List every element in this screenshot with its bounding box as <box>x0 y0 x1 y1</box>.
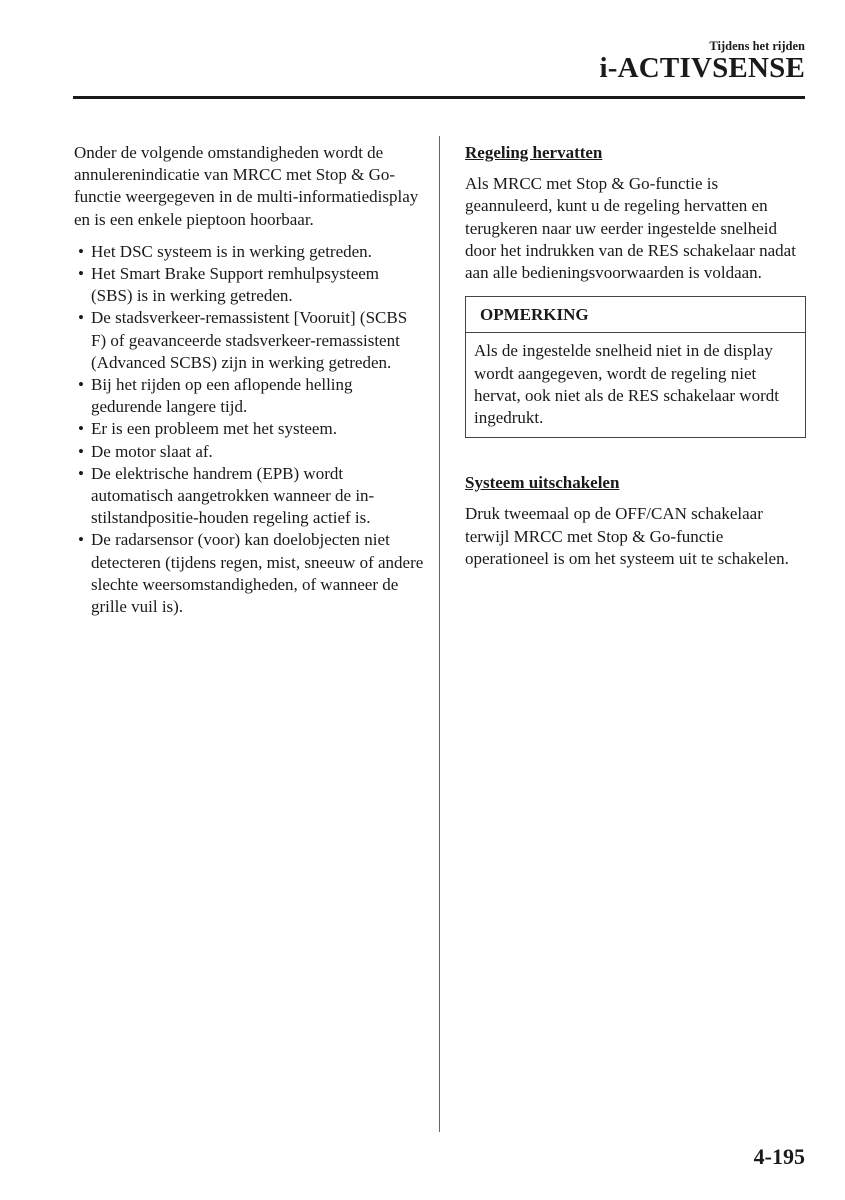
intro-paragraph: Onder de volgende omstandigheden wordt de annulerenindicatie van MRCC met Stop & Go-functie weergegeven in de multi-informatiedisplay en is een enkele pieptoon hoorbaar. <box>74 143 419 229</box>
list-item-text: De elektrische handrem (EPB) wordt automatisch aangetrokken wanneer de in-stilstandpositie-houden regeling actief is. <box>91 463 375 528</box>
list-item-text: De stadsverkeer-remassistent [Vooruit] (SCBS F) of geavanceerde stadsverkeer-remassistent (Advanced SCBS) zijn in werking getreden. <box>91 308 408 372</box>
page-number: 4-195 <box>753 1144 805 1169</box>
bullet-icon: • <box>78 241 84 261</box>
bullet-icon: • <box>78 264 84 284</box>
list-item <box>74 307 424 374</box>
chapter-title: i-ACTIVSENSE <box>599 52 805 84</box>
left-column <box>74 142 424 618</box>
list-item-text: Het DSC systeem is in werking getreden. <box>91 241 372 261</box>
section-label: Tijdens het rijden <box>709 39 805 53</box>
list-item <box>74 463 424 530</box>
condition-list <box>74 241 424 618</box>
bullet-icon: • <box>78 308 84 328</box>
bullet-icon: • <box>78 463 84 483</box>
bullet-icon: • <box>78 530 84 550</box>
system-off-paragraph: Druk tweemaal op de OFF/CAN schakelaar terwijl MRCC met Stop & Go-functie operationeel is om het systeem uit te schakelen. <box>465 504 789 568</box>
right-column <box>465 142 807 570</box>
resume-heading: Regeling hervatten <box>465 143 603 162</box>
list-item-text: De motor slaat af. <box>91 441 213 461</box>
column-divider <box>439 136 440 1132</box>
note-box <box>465 296 806 438</box>
system-off-heading: Systeem uitschakelen <box>465 473 620 493</box>
resume-paragraph: Als MRCC met Stop & Go-functie is geannuleerd, kunt u de regeling hervatten en terugkeren naar uw eerder ingestelde snelheid door het indrukken van de RES schakelaar nadat aan alle bedieningsvoorwaarden is voldaan. <box>465 174 796 283</box>
list-item <box>74 441 424 463</box>
list-item <box>74 263 424 307</box>
list-item-text: Er is een probleem met het systeem. <box>91 419 337 439</box>
bullet-icon: • <box>78 375 84 395</box>
list-item <box>74 529 424 618</box>
bullet-icon: • <box>78 441 84 461</box>
bullet-icon: • <box>78 419 84 439</box>
list-item-text: Bij het rijden op een aflopende helling gedurende langere tijd. <box>91 375 353 417</box>
list-item-text: De radarsensor (voor) kan doelobjecten niet detecteren (tijdens regen, mist, sneeuw of andere slechte weersomstandigheden, of wanneer de grille vuil is). <box>91 530 424 617</box>
list-item <box>74 418 424 440</box>
note-title: OPMERKING <box>466 297 805 333</box>
note-body: Als de ingestelde snelheid niet in de display wordt aangegeven, wordt de regeling niet hervat, ook niet als de RES schakelaar wordt ingedrukt. <box>474 341 779 428</box>
list-item-text: Het Smart Brake Support remhulpsysteem (SBS) is in werking getreden. <box>91 264 380 306</box>
header-rule <box>73 96 805 99</box>
list-item <box>74 241 424 263</box>
list-item <box>74 374 424 418</box>
